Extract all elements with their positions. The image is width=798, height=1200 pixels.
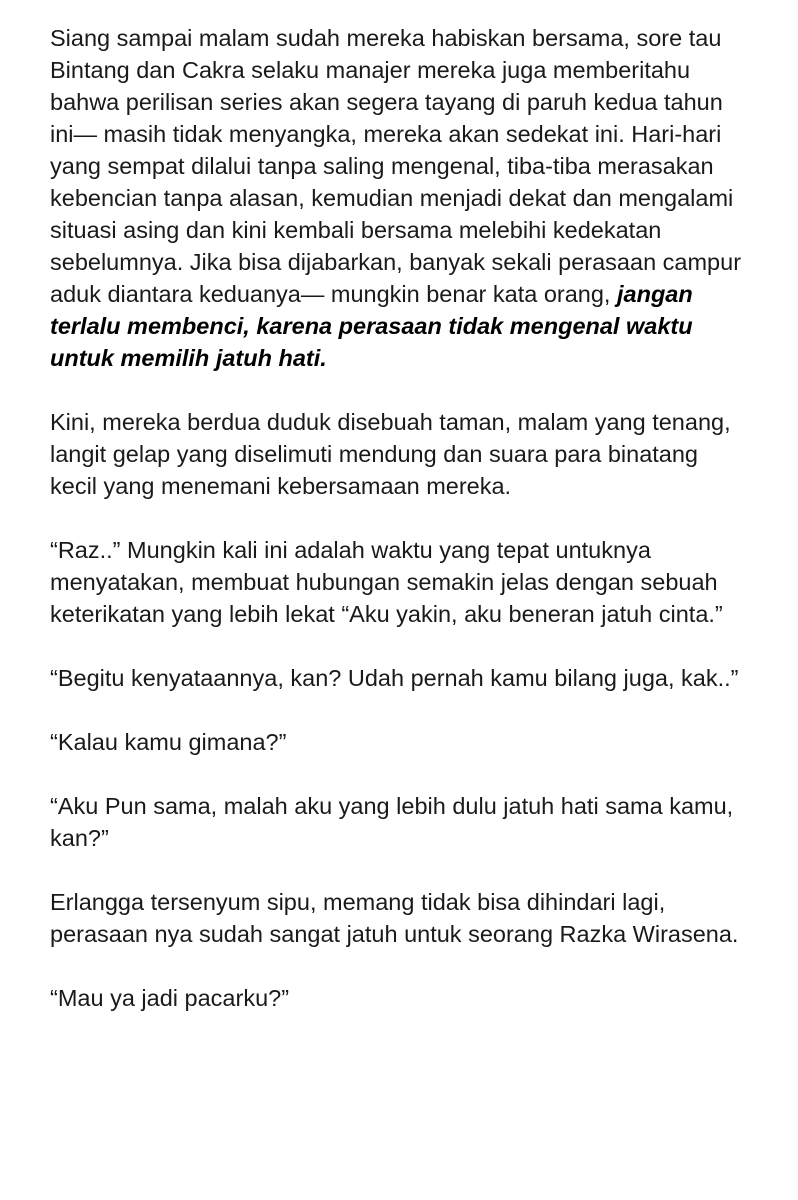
paragraph: “Raz..” Mungkin kali ini adalah waktu yang tepat untuknya menyatakan, membuat hubungan semakin jelas dengan sebuah keterikatan yang lebih lekat “Aku yakin, aku beneran jatuh cinta.” [50, 537, 723, 627]
paragraph: “Aku Pun sama, malah aku yang lebih dulu jatuh hati sama kamu, kan?” [50, 793, 734, 851]
paragraph-text: Siang sampai malam sudah mereka habiskan bersama, sore tau Bintang dan Cakra selaku manajer mereka juga memberitahu bahwa perilisan series akan segera tayang di paruh kedua tahun ini— masih tidak menyangka, mereka akan sedekat ini. Hari-hari yang sempat dilalui tanpa saling mengenal, tiba-tiba merasakan kebencian tanpa alasan, kemudian menjadi dekat dan mengalami situasi asing dan kini kembali bersama melebihi kedekatan sebelumnya. Jika bisa dijabarkan, banyak sekali perasaan campur aduk diantara keduanya— mungkin benar kata orang, [50, 25, 742, 307]
paragraph: Erlangga tersenyum sipu, memang tidak bisa dihindari lagi, perasaan nya sudah sangat jatuh untuk seorang Razka Wirasena. [50, 889, 739, 947]
paragraph: Kini, mereka berdua duduk disebuah taman, malam yang tenang, langit gelap yang diselimuti mendung dan suara para binatang kecil yang menemani kebersamaan mereka. [50, 409, 731, 499]
paragraph [50, 22, 750, 374]
paragraph: “Mau ya jadi pacarku?” [50, 985, 290, 1011]
emphasized-quote: jangan terlalu membenci, karena perasaan tidak mengenal waktu untuk memilih jatuh hati. [50, 281, 693, 371]
story-text [50, 22, 750, 1014]
paragraph: “Kalau kamu gimana?” [50, 729, 287, 755]
paragraph: “Begitu kenyataannya, kan? Udah pernah kamu bilang juga, kak..” [50, 665, 739, 691]
